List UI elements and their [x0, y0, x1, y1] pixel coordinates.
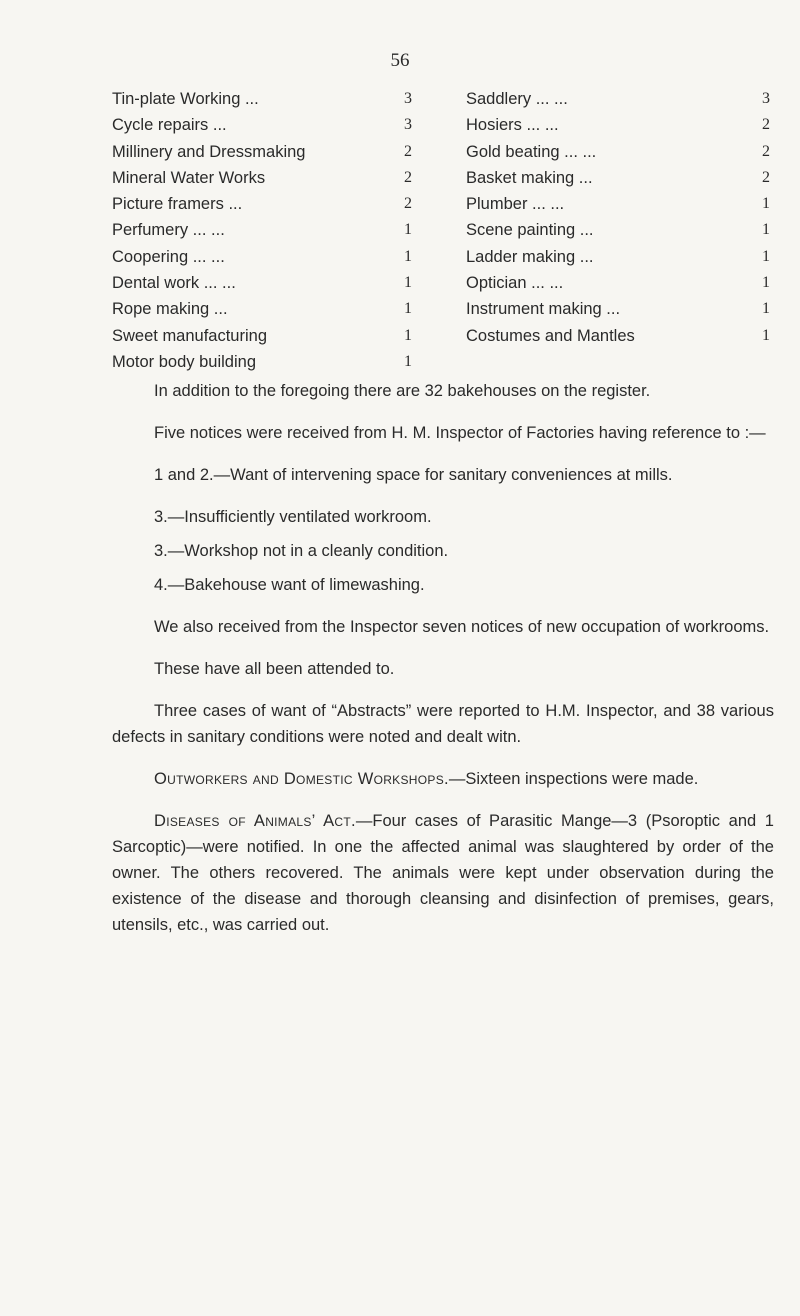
trade-count: 1	[762, 300, 770, 318]
trade-row	[466, 86, 770, 112]
trade-row	[112, 165, 412, 191]
trade-row	[466, 191, 770, 217]
trade-count: 2	[404, 195, 412, 213]
trade-row	[112, 323, 412, 349]
trade-row	[466, 217, 770, 243]
trade-count: 1	[762, 221, 770, 239]
bakehouses-paragraph: In addition to the foregoing there are 32 bakehouses on the register.	[154, 382, 651, 400]
trade-count: 1	[762, 274, 770, 292]
trade-count: 3	[404, 90, 412, 107]
notice-item: 4.—Bakehouse want of limewashing.	[154, 576, 425, 594]
trade-count: 1	[404, 221, 412, 239]
notices-intro-paragraph: Five notices were received from H. M. Inspector of Factories having reference to :—	[154, 424, 766, 442]
trade-name: Millinery and Dressmaking	[112, 142, 306, 161]
trade-row	[466, 139, 770, 165]
trade-name: Coopering ... ...	[112, 247, 225, 266]
trade-row	[466, 165, 770, 191]
trade-row	[112, 244, 412, 270]
attended-paragraph: These have all been attended to.	[154, 660, 395, 678]
trade-row	[466, 112, 770, 138]
trade-count: 3	[762, 90, 770, 107]
animals-text: —Four cases of Parasitic Mange—3 (Psoroptic and 1 Sarcoptic)—were notified. In one the affected animal was slaughtered by order of the owner. The others recovered. The animals were kept under observation during the existence of the disease and thorough cleansing and disinfection of premises, gears, utensils, etc., was carried out.	[112, 812, 774, 934]
trade-name: Hosiers ... ...	[466, 116, 559, 135]
trade-row	[466, 323, 770, 349]
trade-count: 1	[762, 326, 770, 344]
trade-row	[112, 349, 412, 375]
trade-row	[112, 86, 412, 112]
outworkers-heading: Outworkers and Domestic Workshops.	[154, 770, 449, 788]
trade-name: Cycle repairs ...	[112, 116, 227, 135]
animals-paragraph	[112, 808, 774, 938]
trade-name: Tin-plate Working ...	[112, 90, 259, 108]
trade-count: 2	[762, 142, 770, 160]
trade-name: Scene painting ...	[466, 221, 594, 240]
trade-list-right	[466, 86, 770, 349]
trade-name: Basket making ...	[466, 168, 593, 187]
trade-count: 1	[762, 195, 770, 213]
trade-row	[112, 112, 412, 138]
trade-list-left	[112, 86, 412, 375]
trade-name: Picture framers ...	[112, 195, 243, 214]
abstracts-paragraph: Three cases of want of “Abstracts” were reported to H.M. Inspector, and 38 various defects in sanitary conditions were noted and dealt witn.	[112, 702, 774, 746]
trade-row	[466, 296, 770, 322]
trade-name: Mineral Water Works	[112, 168, 266, 187]
trade-name: Optician ... ...	[466, 274, 564, 293]
trade-row	[112, 191, 412, 217]
trade-count: 1	[762, 247, 770, 265]
occupation-paragraph: We also received from the Inspector seven notices of new occupation of workrooms.	[154, 618, 770, 636]
notice-item: 3.—Insufficiently ventilated workroom.	[154, 508, 432, 526]
trade-row	[112, 296, 412, 322]
trade-name: Sweet manufacturing	[112, 326, 268, 345]
trade-name: Ladder making ...	[466, 247, 594, 266]
trade-count: 2	[762, 116, 770, 134]
animals-heading: Diseases of Animals’ Act.	[154, 812, 356, 830]
trade-name: Rope making ...	[112, 300, 228, 319]
trade-count: 3	[404, 116, 412, 134]
trade-name: Perfumery ... ...	[112, 221, 225, 240]
trade-row	[112, 139, 412, 165]
trade-row	[466, 270, 770, 296]
page-number: 56	[390, 50, 410, 71]
trade-row	[112, 217, 412, 243]
trade-name: Saddlery ... ...	[466, 90, 568, 108]
trade-count: 1	[404, 300, 412, 318]
outworkers-paragraph	[112, 766, 774, 792]
trade-count: 2	[762, 168, 770, 186]
trade-count: 2	[404, 142, 412, 160]
trade-row	[112, 270, 412, 296]
report-body	[112, 378, 774, 954]
trade-name: Dental work ... ...	[112, 274, 236, 293]
trade-count: 1	[404, 352, 412, 370]
notice-item: 3.—Workshop not in a cleanly condition.	[154, 542, 449, 560]
trade-count: 1	[404, 326, 412, 344]
trade-name: Gold beating ... ...	[466, 142, 597, 161]
trade-count: 1	[404, 247, 412, 265]
trade-row	[466, 244, 770, 270]
trade-name: Motor body building	[112, 352, 257, 371]
trade-name: Costumes and Mantles	[466, 326, 635, 345]
notice-item: 1 and 2.—Want of intervening space for sanitary conveniences at mills.	[154, 466, 673, 484]
trade-name: Instrument making ...	[466, 300, 621, 319]
trade-name: Plumber ... ...	[466, 195, 565, 214]
trade-count: 2	[404, 168, 412, 186]
trade-count: 1	[404, 274, 412, 292]
outworkers-text: —Sixteen inspections were made.	[448, 770, 699, 788]
